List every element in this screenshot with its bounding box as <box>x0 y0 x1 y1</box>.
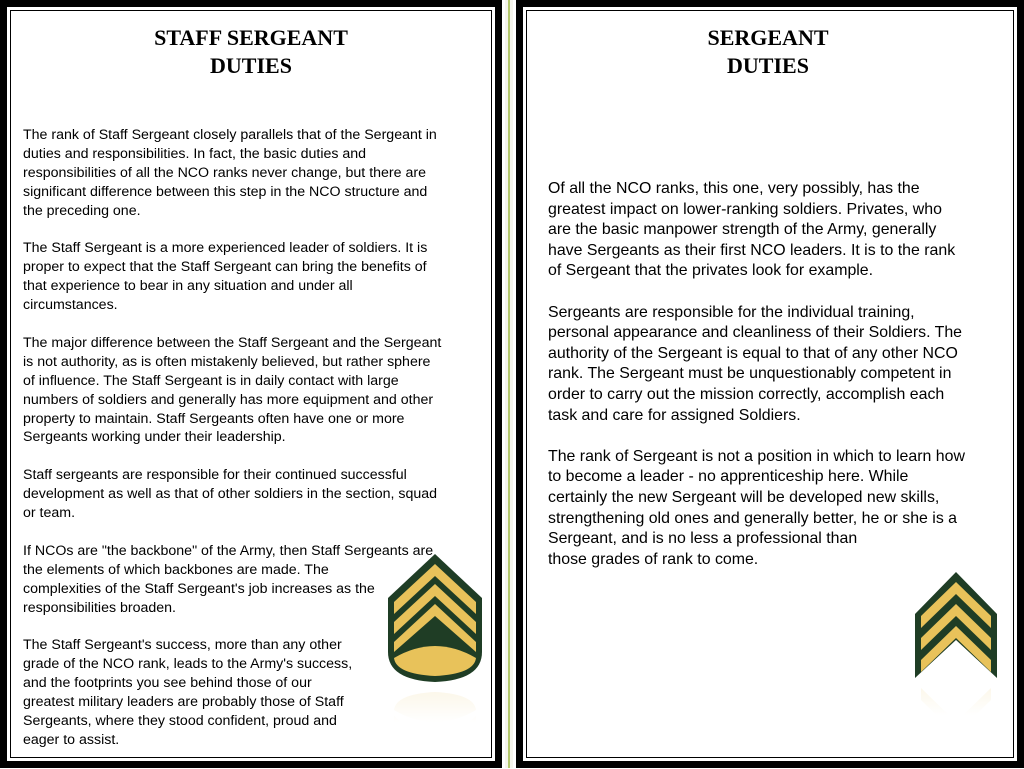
body-paragraph: Sergeants are responsible for the individual training, personal appearance and cleanliness of their Soldiers. The authority of the Sergeant is equal to that of any other NCO rank. The Sergeant must be unquestionably competent in order to carry out the mission correctly, accomplish each task and care for assigned Soldiers. <box>548 303 963 424</box>
body-paragraph: The Staff Sergeant is a more experienced leader of soldiers. It is proper to expect that the Staff Sergeant can bring the benefits of that experience to bear in any situation and under all circumstances. <box>23 240 428 314</box>
body-paragraph: If NCOs are "the backbone" of the Army, then Staff Sergeants are the elements of which backbones are made. The complexities of the Staff Sergeant's job increases as the responsibilities broaden. <box>23 542 434 616</box>
staff-sergeant-title-line1: STAFF SERGEANT <box>154 25 348 50</box>
staff-sergeant-title-line2: DUTIES <box>210 53 292 78</box>
staff-sergeant-insignia-icon <box>386 552 484 722</box>
page-divider-line <box>508 0 510 768</box>
sergeant-insignia-icon <box>913 570 999 715</box>
sergeant-title-line2: DUTIES <box>727 53 809 78</box>
body-paragraph: The rank of Staff Sergeant closely parallels that of the Sergeant in duties and responsibilities. In fact, the basic duties and responsibilities of all the NCO ranks never change, but there are significant difference between this step in the NCO structure and the preceding one. <box>23 127 437 219</box>
body-paragraph: Of all the NCO ranks, this one, very possibly, has the greatest impact on lower-ranking soldiers. Privates, who are the basic manpower strength of the Army, generally have Sergeants as their first NCO leaders. It is to the rank of Sergeant that the privates look for example. <box>548 180 956 280</box>
body-paragraph: The rank of Sergeant is not a position in which to learn how to become a leader - no apprenticeship here. While certainly the new Sergeant will be developed new skills, strengthening old ones and generally better, he or she is a Sergeant, and is no less a professional than those grades of rank to come. <box>548 447 965 568</box>
sergeant-title-line1: SERGEANT <box>707 25 829 50</box>
sergeant-body <box>548 179 1003 591</box>
body-paragraph: The major difference between the Staff Sergeant and the Sergeant is not authority, as is often mistakenly believed, but rather sphere of influence. The Staff Sergeant is in daily contact with large numbers of soldiers and generally has more equipment and other property to maintain. Staff Sergeants often have one or more Sergeants working under their leadership. <box>23 334 442 446</box>
body-paragraph: The Staff Sergeant's success, more than any other grade of the NCO rank, leads to the Army's success, and the footprints you see behind those of our greatest military leaders are probably those of Staff Sergeants, where they stood confident, proud and eager to assist. <box>23 637 353 748</box>
body-paragraph: Staff sergeants are responsible for their continued successful development as well as that of other soldiers in the section, squad or team. <box>23 467 438 522</box>
staff-sergeant-title <box>100 24 402 80</box>
sergeant-title <box>617 24 919 80</box>
